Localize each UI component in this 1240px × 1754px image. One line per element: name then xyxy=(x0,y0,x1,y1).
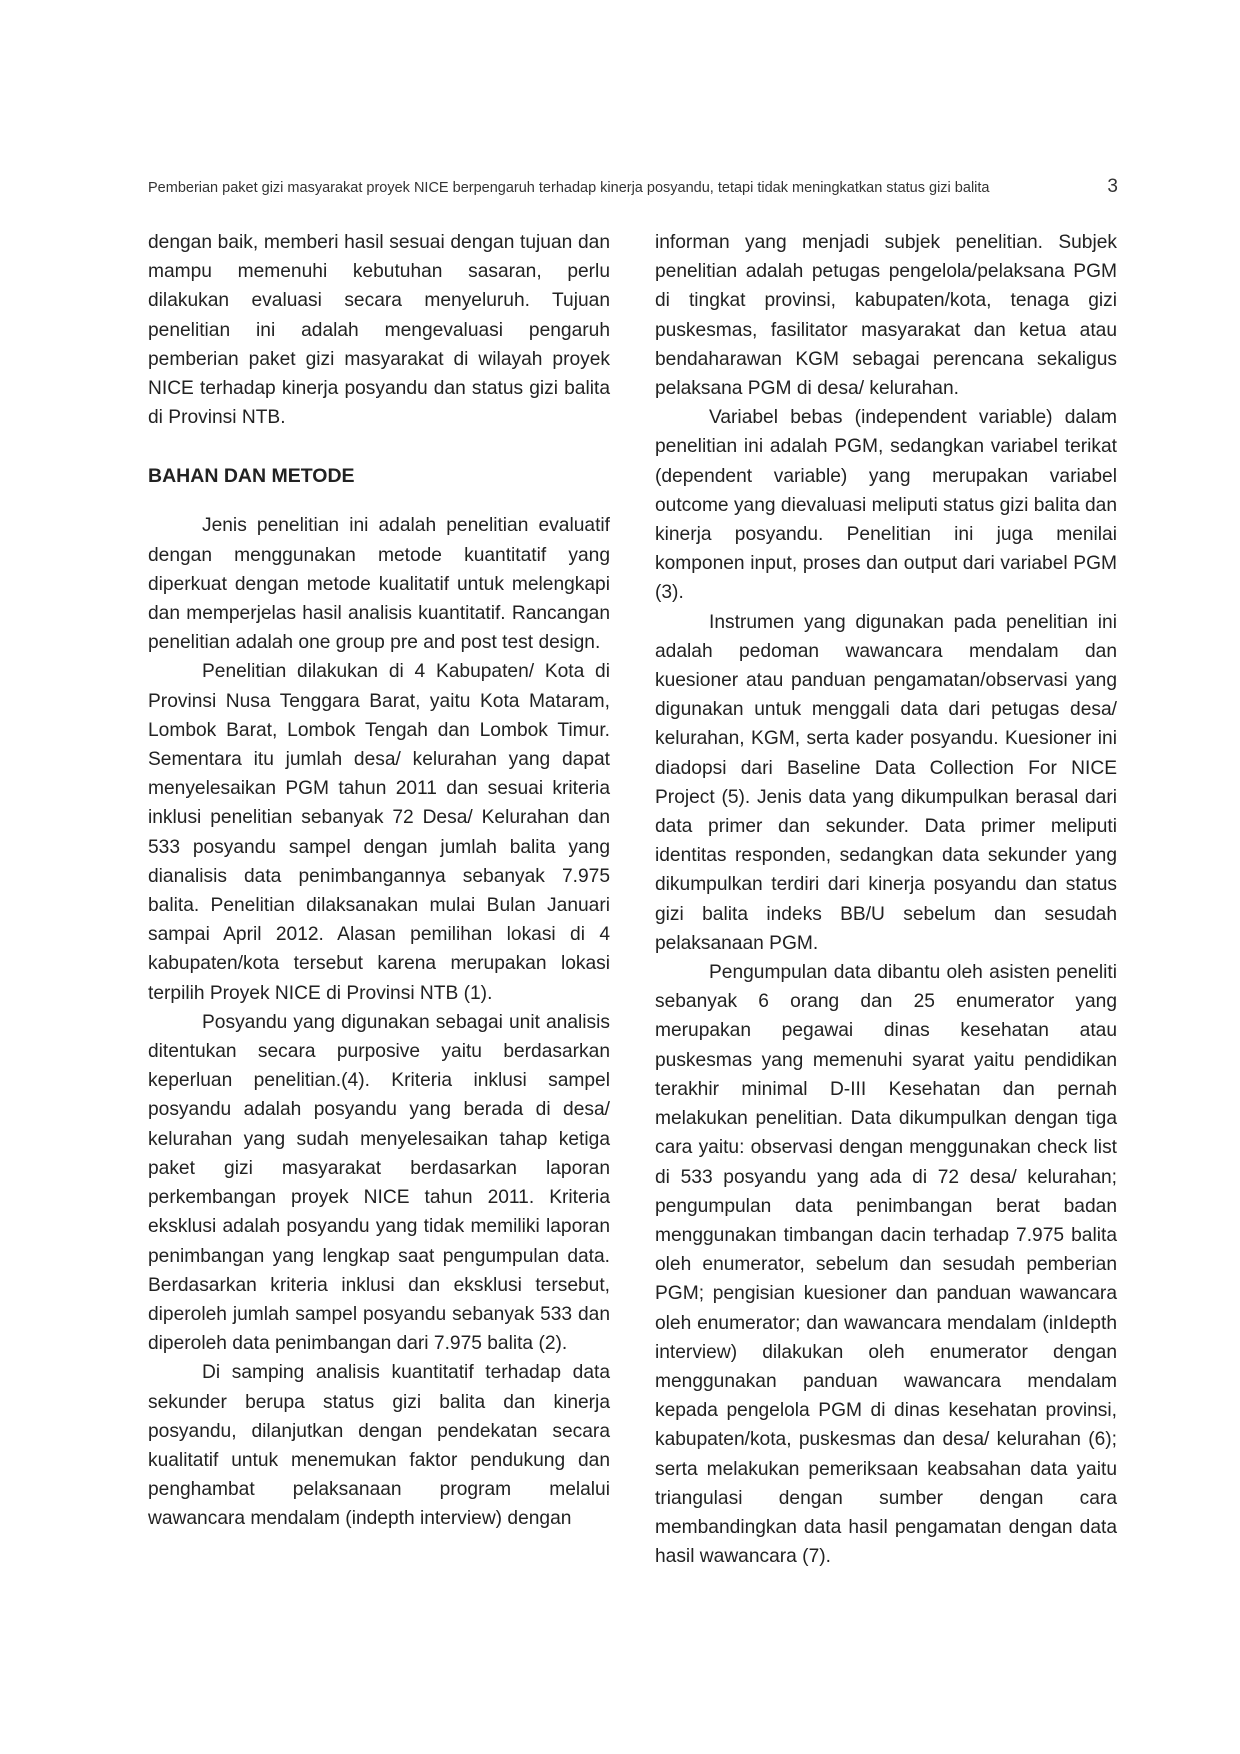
paragraph: Jenis penelitian ini adalah penelitian evaluatif dengan menggunakan metode kuantitatif yang diperkuat dengan metode kualitatif untuk melengkapi dan memperjelas hasil analisis kuantitatif. Rancangan penelitian adalah one group pre and post test design. xyxy=(148,515,610,654)
running-title: Pemberian paket gizi masyarakat proyek NICE berpengaruh terhadap kinerja posyandu, tetapi tidak meningkatkan status gizi balita xyxy=(148,180,990,196)
right-column xyxy=(655,228,1117,1571)
paragraph: Pengumpulan data dibantu oleh asisten peneliti sebanyak 6 orang dan 25 enumerator yang merupakan pegawai dinas kesehatan atau puskesmas yang memenuhi syarat yaitu pendidikan terakhir minimal D-III Kesehatan dan pernah melakukan penelitian. Data dikumpulkan dengan tiga cara yaitu: observasi dengan menggunakan check list di 533 posyandu yang ada di 72 desa/ kelurahan; pengumpulan data penimbangan berat badan menggunakan timbangan dacin terhadap 7.975 balita oleh enumerator, sebelum dan sesudah pemberian PGM; pengisian kuesioner dan panduan wawancara oleh enumerator; dan wawancara mendalam (inIdepth interview) dilakukan oleh enumerator dengan menggunakan panduan wawancara mendalam kepada pengelola PGM di dinas kesehatan provinsi, kabupaten/kota, puskesmas dan desa/ kelurahan (6); serta melakukan pemeriksaan keabsahan data yaitu triangulasi dengan sumber dengan cara membandingkan data hasil pengamatan dengan data hasil wawancara (7). xyxy=(655,962,1117,1568)
paragraph: Di samping analisis kuantitatif terhadap data sekunder berupa status gizi balita dan kinerja posyandu, dilanjutkan dengan pendekatan secara kualitatif untuk menemukan faktor pendukung dan penghambat pelaksanaan program melalui wawancara mendalam (indepth interview) dengan xyxy=(148,1362,610,1530)
section-heading: BAHAN DAN METODE xyxy=(148,465,355,488)
paragraph: informan yang menjadi subjek penelitian. Subjek penelitian adalah petugas pengelola/pelaksana PGM di tingkat provinsi, kabupaten/kota, tenaga gizi puskesmas, fasilitator masyarakat dan ketua atau bendaharawan KGM sebagai perencana sekaligus pelaksana PGM di desa/ kelurahan. xyxy=(655,232,1117,400)
paragraph: Posyandu yang digunakan sebagai unit analisis ditentukan secara purposive yaitu berdasarkan keperluan penelitian.(4). Kriteria inklusi sampel posyandu adalah posyandu yang berada di desa/ kelurahan yang sudah menyelesaikan tahap ketiga paket gizi masyarakat berdasarkan laporan perkembangan proyek NICE tahun 2011. Kriteria eksklusi adalah posyandu yang tidak memiliki laporan penimbangan yang lengkap saat pengumpulan data. Berdasarkan kriteria inklusi dan eksklusi tersebut, diperoleh jumlah sampel posyandu sebanyak 533 dan diperoleh data penimbangan dari 7.975 balita (2). xyxy=(148,1011,610,1355)
paragraph: Penelitian dilakukan di 4 Kabupaten/ Kota di Provinsi Nusa Tenggara Barat, yaitu Kota Mataram, Lombok Barat, Lombok Tengah dan Lombok Timur. Sementara itu jumlah desa/ kelurahan yang dapat menyelesaikan PGM tahun 2011 dan sesuai kriteria inklusi penelitian sebanyak 72 Desa/ Kelurahan dan 533 posyandu sampel dengan jumlah balita yang dianalisis data penimbangannya sebanyak 7.975 balita. Penelitian dilaksanakan mulai Bulan Januari sampai April 2012. Alasan pemilihan lokasi di 4 kabupaten/kota tersebut karena merupakan lokasi terpilih Proyek NICE di Provinsi NTB (1). xyxy=(148,661,610,1004)
paragraph: Variabel bebas (independent variable) dalam penelitian ini adalah PGM, sedangkan variabel terikat (dependent variable) yang merupakan variabel outcome yang dievaluasi meliputi status gizi balita dan kinerja posyandu. Penelitian ini juga menilai komponen input, proses dan output dari variabel PGM (3). xyxy=(655,407,1117,604)
paragraph: Instrumen yang digunakan pada penelitian ini adalah pedoman wawancara mendalam dan kuesioner atau panduan pengamatan/observasi yang digunakan untuk menggali data dari petugas desa/ kelurahan, KGM, serta kader posyandu. Kuesioner ini diadopsi dari Baseline Data Collection For NICE Project (5). Jenis data yang dikumpulkan berasal dari data primer dan sekunder. Data primer meliputi identitas responden, sedangkan data sekunder yang dikumpulkan terdiri dari kinerja posyandu dan status gizi balita indeks BB/U sebelum dan sesudah pelaksanaan PGM. xyxy=(655,611,1117,954)
left-column xyxy=(148,228,610,1534)
paragraph: dengan baik, memberi hasil sesuai dengan tujuan dan mampu memenuhi kebutuhan sasaran, perlu dilakukan evaluasi secara menyeluruh. Tujuan penelitian ini adalah mengevaluasi pengaruh pemberian paket gizi masyarakat di wilayah proyek NICE terhadap kinerja posyandu dan status gizi balita di Provinsi NTB. xyxy=(148,232,610,429)
page-number: 3 xyxy=(1107,176,1118,197)
running-header xyxy=(148,176,1118,198)
